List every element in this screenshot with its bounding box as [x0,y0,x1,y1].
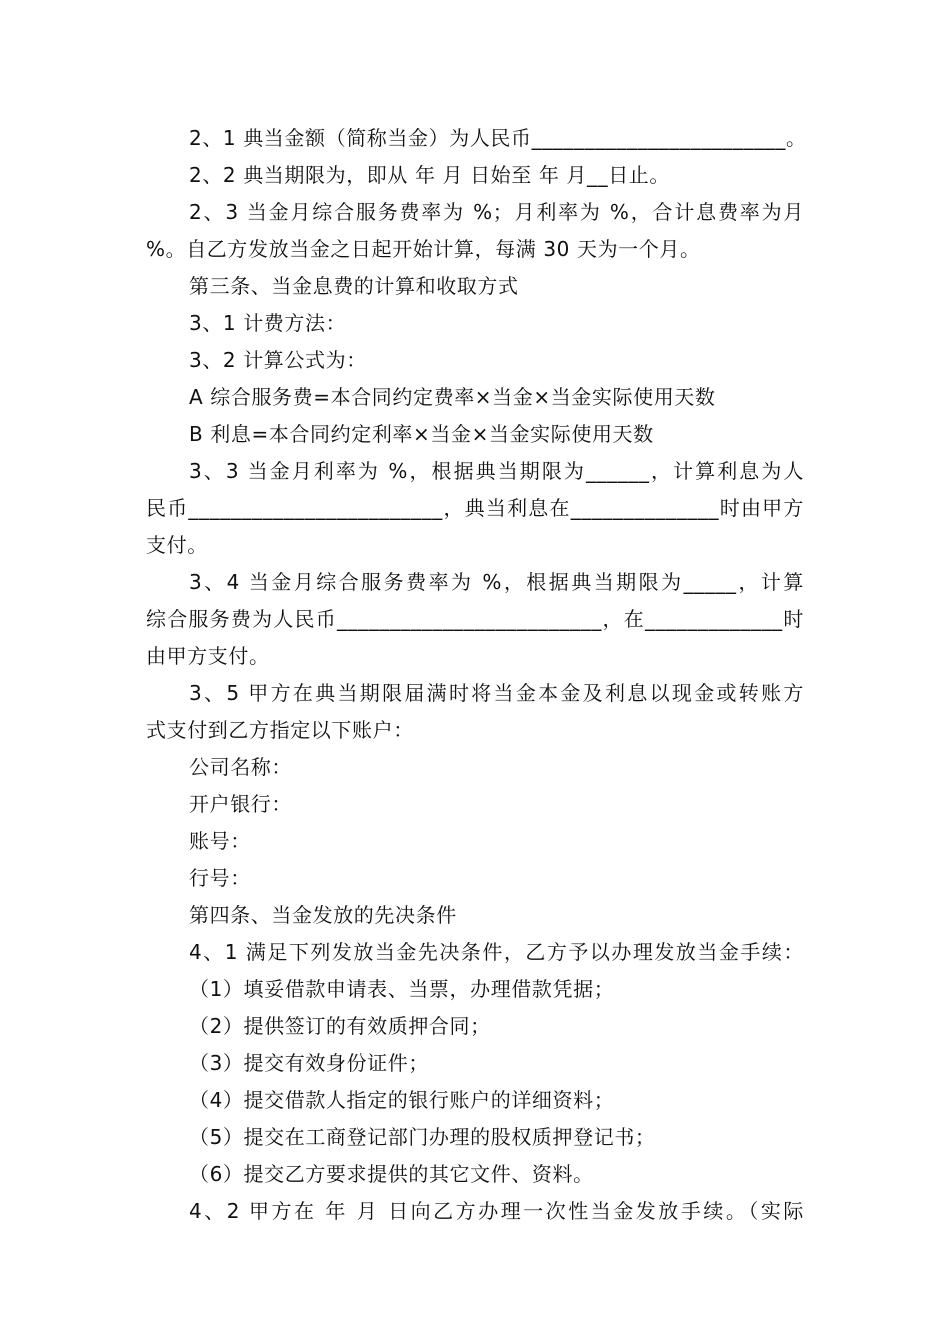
paragraph-line: 支付。 [146,533,208,557]
formula-line: A 综合服务费=本合同约定费率×当金×当金实际使用天数 [189,385,716,409]
list-item: （2）提供签订的有效质押合同； [189,1014,491,1038]
list-item: （4）提交借款人指定的银行账户的详细资料； [189,1088,615,1112]
account-field-label: 行号： [189,866,251,890]
paragraph-line: 3、5 甲方在典当期限届满时将当金本金及利息以现金或转账方 [189,681,804,705]
paragraph-line: 综合服务费为人民币_________________________，在_____________时 [146,607,804,631]
paragraph-line: 由甲方支付。 [146,644,270,668]
paragraph-line: %。自乙方发放当金之日起开始计算，每满 30 天为一个月。 [146,237,701,261]
list-item: （5）提交在工商登记部门办理的股权质押登记书； [189,1125,656,1149]
account-field-label: 开户银行： [189,792,292,816]
paragraph-line: 4、1 满足下列发放当金先决条件，乙方予以办理发放当金手续： [189,940,804,964]
section-heading: 第三条、当金息费的计算和收取方式 [189,274,519,298]
paragraph-line: 民币________________________，典当利息在______________时由甲方 [146,496,804,520]
paragraph-line: 3、4 当金月综合服务费率为 %，根据典当期限为_____，计算 [189,570,804,594]
paragraph-line: 3、3 当金月利率为 %，根据典当期限为______，计算利息为人 [189,459,804,483]
list-item: （3）提交有效身份证件； [189,1051,429,1075]
paragraph-line: 式支付到乙方指定以下账户： [146,718,414,742]
account-field-label: 账号： [189,829,251,853]
paragraph-line: 3、2 计算公式为： [189,348,367,372]
account-field-label: 公司名称： [189,755,292,779]
paragraph-line: 3、1 计费方法： [189,311,347,335]
paragraph-line: 4、2 甲方在 年 月 日向乙方办理一次性当金发放手续。（实际 [189,1199,804,1223]
paragraph-line: 2、2 典当期限为，即从 年 月 日始至 年 月__日止。 [189,163,670,187]
list-item: （6）提交乙方要求提供的其它文件、资料。 [189,1162,594,1186]
formula-line: B 利息=本合同约定利率×当金×当金实际使用天数 [189,422,654,446]
section-heading: 第四条、当金发放的先决条件 [189,903,457,927]
paragraph-line: 2、3 当金月综合服务费率为 %；月利率为 %，合计息费率为月 [189,200,804,224]
list-item: （1）填妥借款申请表、当票，办理借款凭据； [189,977,615,1001]
paragraph-line: 2、1 典当金额（简称当金）为人民币________________________。 [189,126,807,150]
